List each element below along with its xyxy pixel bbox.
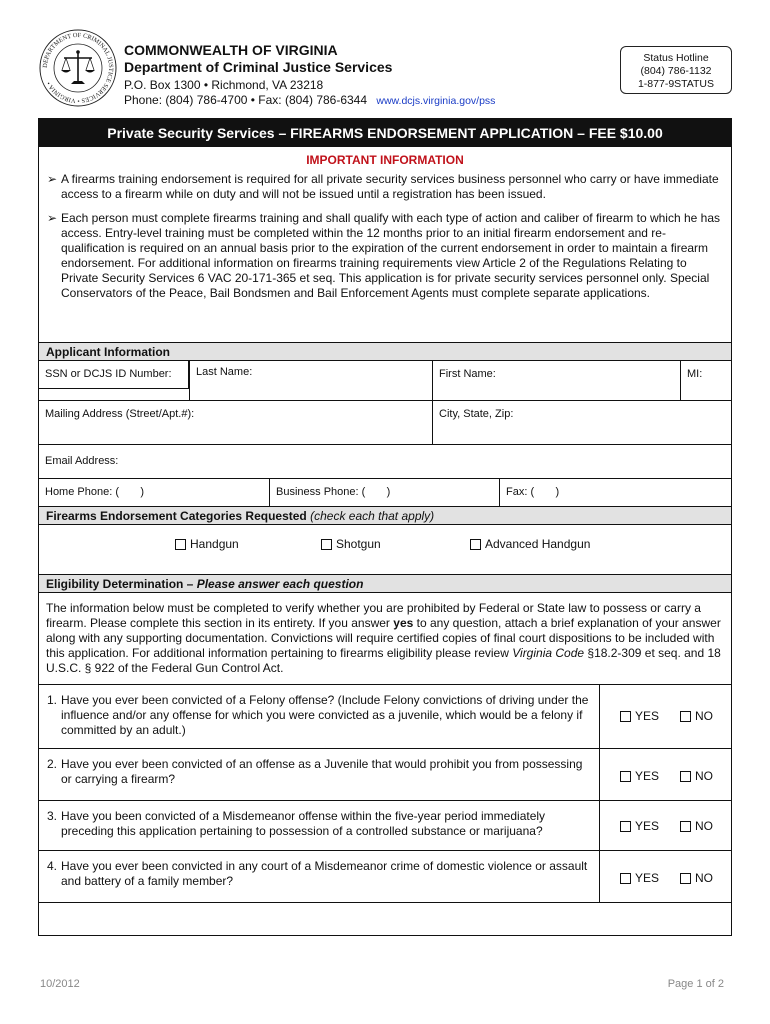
question-number: 2. <box>47 757 58 771</box>
website-link[interactable]: www.dcjs.virginia.gov/pss <box>376 95 496 107</box>
advanced-handgun-checkbox[interactable] <box>470 537 590 551</box>
answer-cell <box>599 685 731 748</box>
yes-checkbox[interactable] <box>620 709 659 724</box>
question-row <box>39 749 731 801</box>
checkbox-icon[interactable] <box>620 821 631 832</box>
answer-cell <box>599 851 731 902</box>
phone-fax: Phone: (804) 786-4700 • Fax: (804) 786-6344 <box>124 93 368 107</box>
checkbox-icon[interactable] <box>175 539 186 550</box>
checkbox-icon[interactable] <box>680 821 691 832</box>
intro-text: to any question, attach a brief explanation of your answer along with any supporting documentation. Convictions will require certified copies of final court dispositions to be included with this application. For additional information pertaining to firearms eligibility please review <box>46 616 721 660</box>
checkbox-icon[interactable] <box>680 873 691 884</box>
no-label: NO <box>695 819 713 833</box>
yes-checkbox[interactable] <box>620 819 659 834</box>
question-text: Have you ever been convicted of an offense as a Juvenile that would prohibit you from possessing or carrying a firearm? <box>61 757 583 786</box>
answer-cell <box>599 749 731 800</box>
checkbox-icon[interactable] <box>620 711 631 722</box>
checkbox-icon[interactable] <box>680 711 691 722</box>
mailing-address-field[interactable] <box>39 401 432 444</box>
question-number: 1. <box>47 693 58 707</box>
bullet-text: A firearms training endorsement is required for all private security services business personnel who carry or have immediate access to a firearm while on duty and will not be issued until a registration has been issued. <box>61 172 719 201</box>
contact-line <box>124 93 495 109</box>
category-options <box>39 525 731 575</box>
arrow-bullet-icon: ➢ <box>47 211 58 225</box>
no-checkbox[interactable] <box>680 769 713 784</box>
no-checkbox[interactable] <box>680 819 713 834</box>
mi-label: MI: <box>687 368 703 380</box>
categories-note: (check each that apply) <box>310 509 435 523</box>
intro-bold-yes: yes <box>393 616 414 630</box>
revision-date: 10/2012 <box>40 978 80 990</box>
hotline-phone: (804) 786-1132 <box>640 65 712 77</box>
fax-label: Fax: ( ) <box>506 486 560 498</box>
no-checkbox[interactable] <box>680 709 713 724</box>
checkbox-icon[interactable] <box>470 539 481 550</box>
yes-checkbox[interactable] <box>620 871 659 886</box>
name-row <box>39 361 731 401</box>
no-label: NO <box>695 871 713 885</box>
question-row <box>39 801 731 851</box>
question-row <box>39 851 731 903</box>
svg-text:DEPARTMENT OF CRIMINAL JUSTICE: DEPARTMENT OF CRIMINAL JUSTICE SERVICES • VIRGINIA • <box>41 31 115 105</box>
yes-label: YES <box>635 709 660 723</box>
question-row <box>39 685 731 749</box>
agency-block <box>124 42 495 109</box>
intro-text: §18.2-309 et seq. and 18 U.S.C. § 922 of the Federal Gun Control Act. <box>46 646 721 675</box>
ssn-field[interactable] <box>39 361 189 389</box>
first-name-label: First Name: <box>439 368 496 380</box>
hotline-title: Status Hotline <box>643 52 709 64</box>
hotline-alt: 1-877-9STATUS <box>637 78 715 90</box>
handgun-checkbox[interactable] <box>175 537 239 551</box>
applicant-section-heading: Applicant Information <box>39 343 731 361</box>
question-text: Have you ever been convicted of a Felony offense? (Include Felony convictions of driving under the influence and/or any offense for which you were convicted as a juvenile, which would be a felony if committed by an adult.) <box>61 693 589 737</box>
shotgun-checkbox[interactable] <box>321 537 381 551</box>
page-number: Page 1 of 2 <box>667 978 724 990</box>
eligibility-section-heading <box>39 575 731 593</box>
info-bullet <box>39 172 731 202</box>
checkbox-icon[interactable] <box>680 771 691 782</box>
question-text: Have you been convicted of a Misdemeanor offense within the five-year period immediately preceding this application pertaining to possession of a controlled substance or marijuana? <box>61 809 546 838</box>
arrow-bullet-icon: ➢ <box>47 172 58 186</box>
no-label: NO <box>695 709 713 723</box>
ssn-label: SSN or DCJS ID Number: <box>45 368 172 380</box>
yes-label: YES <box>635 871 660 885</box>
eligibility-heading: Eligibility Determination – <box>46 577 194 591</box>
yes-checkbox[interactable] <box>620 769 659 784</box>
email-label: Email Address: <box>45 455 119 467</box>
advanced-handgun-label: Advanced Handgun <box>485 537 591 551</box>
info-bullet <box>39 211 731 301</box>
intro-virginia-code: Virginia Code <box>512 646 585 660</box>
no-label: NO <box>695 769 713 783</box>
important-heading: IMPORTANT INFORMATION <box>306 153 464 167</box>
last-name-field[interactable] <box>189 361 432 400</box>
postal-address: P.O. Box 1300 • Richmond, VA 23218 <box>124 78 324 92</box>
status-hotline-box <box>620 46 732 94</box>
question-text: Have you ever been convicted in any court of a Misdemeanor crime of domestic violence or assault and battery of a family member? <box>61 859 588 888</box>
department-title: Department of Criminal Justice Services <box>124 59 393 75</box>
application-form <box>38 118 732 936</box>
fax-field[interactable] <box>499 479 731 506</box>
home-phone-field[interactable] <box>39 479 269 506</box>
business-phone-field[interactable] <box>269 479 499 506</box>
shotgun-label: Shotgun <box>336 537 381 551</box>
question-number: 4. <box>47 859 58 873</box>
last-name-label: Last Name: <box>196 366 253 378</box>
home-phone-label: Home Phone: ( ) <box>45 486 145 498</box>
bullet-text: Each person must complete firearms training and shall qualify with each type of action and caliber of firearm to which he has access. Entry-level training must be completed within the 12 months prior to an initial firearm endorsement and re-qualification is required on an annual basis prior to the expiration of the current endorsement in order to maintain a firearm endorsement. For additional information on firearms training requirements view Article 2 of the Regulations Relating to Private Security Services 6 VAC 20-171-365 et seq. This application is for private security services personnel only. Special Conservators of the Peace, Bail Bondsmen and Bail Enforcement Agents must complete separate applications. <box>61 211 721 300</box>
form-title: Private Security Services – FIREARMS ENDORSEMENT APPLICATION – FEE $10.00 <box>39 119 731 147</box>
address-row <box>39 401 731 445</box>
handgun-label: Handgun <box>190 537 239 551</box>
middle-initial-field[interactable] <box>680 361 731 400</box>
city-label: City, State, Zip: <box>439 408 514 420</box>
checkbox-icon[interactable] <box>321 539 332 550</box>
categories-section-heading <box>39 507 731 525</box>
checkbox-icon[interactable] <box>620 771 631 782</box>
categories-heading: Firearms Endorsement Categories Requested <box>46 509 307 523</box>
answer-cell <box>599 801 731 850</box>
commonwealth-title: COMMONWEALTH OF VIRGINIA <box>124 42 338 58</box>
letterhead <box>38 28 732 112</box>
important-information <box>39 153 731 343</box>
yes-label: YES <box>635 769 660 783</box>
eligibility-intro <box>39 593 731 685</box>
eligibility-note: Please answer each question <box>196 577 364 591</box>
business-phone-label: Business Phone: ( ) <box>276 486 391 498</box>
mailing-label: Mailing Address (Street/Apt.#): <box>45 408 195 420</box>
question-number: 3. <box>47 809 58 823</box>
email-row <box>39 445 731 479</box>
no-checkbox[interactable] <box>680 871 713 886</box>
dcjs-seal-logo <box>38 28 118 108</box>
phone-row <box>39 479 731 507</box>
first-name-field[interactable] <box>432 361 680 400</box>
checkbox-icon[interactable] <box>620 873 631 884</box>
yes-label: YES <box>635 819 660 833</box>
email-field[interactable] <box>39 445 731 478</box>
intro-text: The information below must be completed to verify whether you are prohibited by Federal or State law to possess or carry a firearm. Please complete this section in its entirety. If you answer <box>46 601 701 630</box>
city-state-zip-field[interactable] <box>432 401 731 444</box>
